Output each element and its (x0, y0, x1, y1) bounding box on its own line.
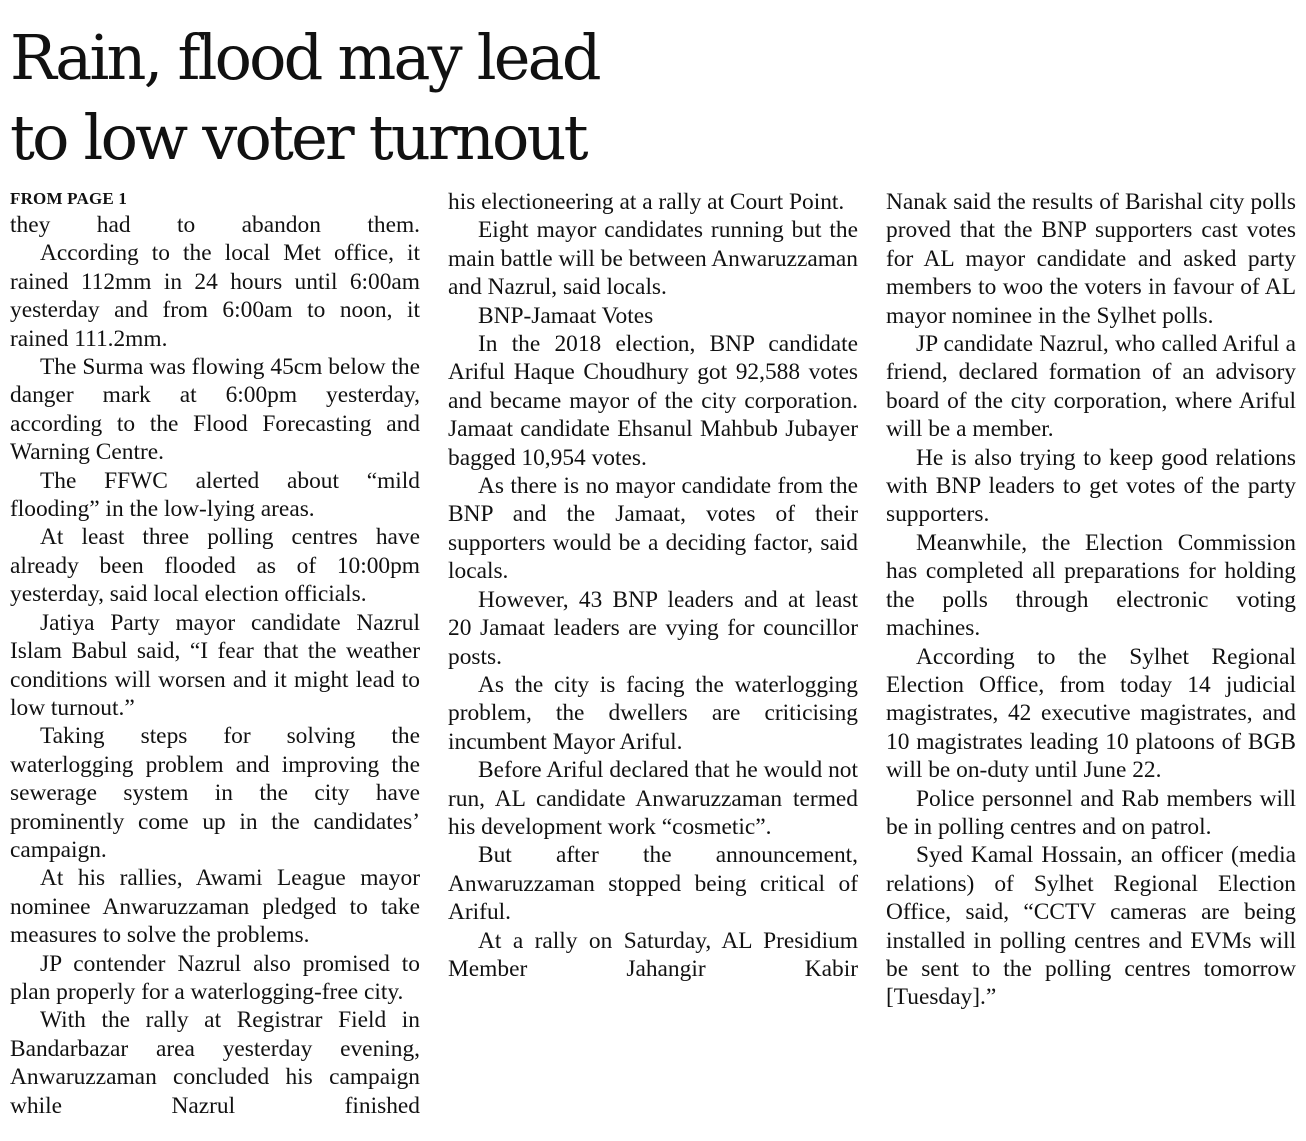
paragraph: Police personnel and Rab members will be in polling centres and on patrol. (886, 785, 1296, 840)
paragraph: With the rally at Registrar Field in Bandarbazar area yesterday evening, Anwaruzzaman concluded his campaign while Nazrul finished (10, 1007, 420, 1119)
kicker-from-page: FROM PAGE 1 (10, 189, 128, 208)
paragraph: As the city is facing the waterlogging problem, the dwellers are criticising incumbent Mayor Ariful. (448, 671, 858, 755)
paragraph: Nanak said the results of Barishal city polls proved that the BNP supporters cast votes for AL mayor candidate and asked party members to woo the voters in favour of AL mayor nominee in the Sylhet polls. (886, 189, 1296, 329)
article-column-1 (10, 211, 420, 1120)
paragraph: According to the local Met office, it rained 112mm in 24 hours until 6:00am yesterday and from 6:00am to noon, it rained 111.2mm. (10, 240, 420, 352)
paragraph: JP contender Nazrul also promised to plan properly for a waterlogging-free city. (10, 950, 420, 1005)
paragraph: At least three polling centres have already been flooded as of 10:00pm yesterday, said local election officials. (10, 524, 420, 608)
paragraph: The Surma was flowing 45cm below the danger mark at 6:00pm yesterday, according to the Flood Forecasting and Warning Centre. (10, 354, 420, 466)
paragraph: The FFWC alerted about “mild flooding” in the low-lying areas. (10, 467, 420, 523)
article-column-3 (886, 188, 1296, 1012)
paragraph: In the 2018 election, BNP candidate Ariful Haque Choudhury got 92,588 votes and became mayor of the city corporation. Jamaat candidate Ehsanul Mahbub Jubayer bagged 10,954 votes. (448, 331, 858, 471)
paragraph: his electioneering at a rally at Court Point. (448, 189, 845, 215)
paragraph: they had to abandon them. (10, 212, 420, 238)
paragraph: He is also trying to keep good relations with BNP leaders to get votes of the party supporters. (886, 444, 1296, 528)
paragraph: At a rally on Saturday, AL Presidium Member Jahangir Kabir (448, 927, 858, 982)
paragraph: JP candidate Nazrul, who called Ariful a friend, declared formation of an advisory board of the city corporation, where Ariful will be a member. (886, 331, 1296, 443)
paragraph: Jatiya Party mayor candidate Nazrul Islam Babul said, “I fear that the weather conditions will worsen and it might lead to low turnout.” (10, 609, 420, 721)
article-column-2 (448, 188, 858, 983)
paragraph: As there is no mayor candidate from the BNP and the Jamaat, votes of their supporters would be a deciding factor, said locals. (448, 473, 858, 585)
paragraph: Meanwhile, the Election Commission has completed all preparations for holding the polls through electronic voting machines. (886, 529, 1296, 642)
headline-line-1: Rain, flood may lead (10, 21, 599, 94)
paragraph: At his rallies, Awami League mayor nominee Anwaruzzaman pledged to take measures to solve the problems. (10, 865, 420, 949)
paragraph: Syed Kamal Hossain, an officer (media relations) of Sylhet Regional Election Office, said, “CCTV cameras are being installed in polling centres and EVMs will be sent to the polling centres tomorrow [Tuesday].” (886, 842, 1296, 1011)
headline (10, 18, 910, 178)
headline-line-2: to low voter turnout (10, 101, 586, 174)
paragraph: However, 43 BNP leaders and at least 20 Jamaat leaders are vying for councillor posts. (448, 586, 858, 670)
paragraph: According to the Sylhet Regional Election Office, from today 14 judicial magistrates, 42 executive magistrates, and 10 magistrates leading 10 platoons of BGB will be on-duty until June 22. (886, 643, 1296, 784)
paragraph: Taking steps for solving the waterlogging problem and improving the sewerage system in the city have prominently come up in the candidates’ campaign. (10, 723, 420, 863)
paragraph: Before Ariful declared that he would not run, AL candidate Anwaruzzaman termed his development work “cosmetic”. (448, 757, 858, 840)
paragraph: But after the announcement, Anwaruzzaman stopped being critical of Ariful. (448, 842, 858, 926)
paragraph: Eight mayor candidates running but the main battle will be between Anwaruzzaman and Nazrul, said locals. (448, 217, 858, 301)
subheading-bnp-jamaat-votes: BNP-Jamaat Votes (478, 302, 654, 329)
